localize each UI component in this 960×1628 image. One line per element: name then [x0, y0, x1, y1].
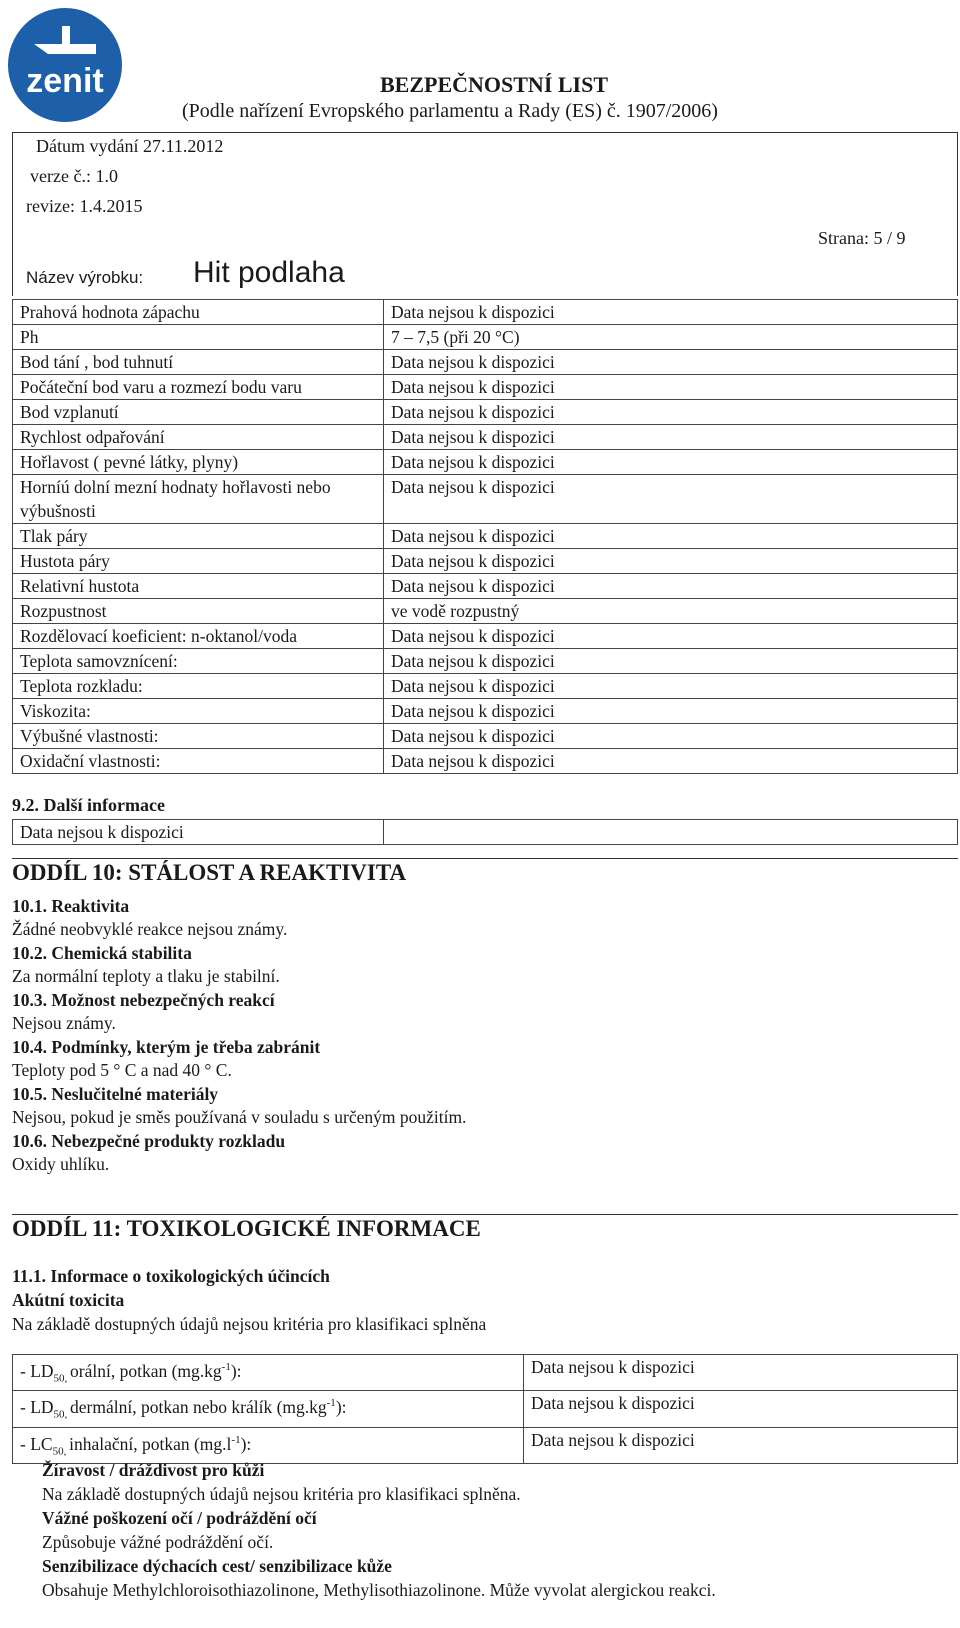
eye-text: Způsobuje vážné podráždění očí.: [42, 1532, 274, 1552]
toxicity-value: Data nejsou k dispozici: [524, 1427, 958, 1463]
toxicity-parameter-part: ):: [335, 1397, 347, 1418]
table-row: [13, 749, 958, 774]
toxicity-parameter: [13, 1355, 524, 1391]
sensitization-text: Obsahuje Methylchloroisothiazolinone, Methylisothiazolinone. Může vyvolat alergickou reakci.: [42, 1580, 716, 1600]
property-value: Data nejsou k dispozici: [384, 549, 958, 574]
property-value: Data nejsou k dispozici: [384, 375, 958, 400]
toxicity-parameter-part: 50,: [52, 1444, 70, 1457]
table-row: [13, 425, 958, 450]
toxicity-parameter-part: -1: [221, 1361, 231, 1373]
table-row: [13, 724, 958, 749]
property-value: Data nejsou k dispozici: [384, 400, 958, 425]
page-number: Strana: 5 / 9: [818, 228, 906, 248]
section-10-subheading: 10.3. Možnost nebezpečných reakcí: [12, 990, 275, 1010]
property-name: Rozdělovací koeficient: n-oktanol/voda: [13, 624, 384, 649]
property-name: Oxidační vlastnosti:: [13, 749, 384, 774]
property-value: Data nejsou k dispozici: [384, 350, 958, 375]
document-subtitle: (Podle nařízení Evropského parlamentu a Rady (ES) č. 1907/2006): [182, 100, 718, 122]
property-value: ve vodě rozpustný: [384, 599, 958, 624]
table-row: [13, 450, 958, 475]
document-title: BEZPEČNOSTNÍ LIST: [380, 72, 609, 97]
toxicity-table: [12, 1354, 958, 1464]
toxicity-parameter-part: dermální, potkan nebo králík (mg.kg: [70, 1397, 327, 1418]
section-11-1-heading: 11.1. Informace o toxikologických účincích: [12, 1266, 330, 1286]
property-name: Počáteční bod varu a rozmezí bodu varu: [13, 375, 384, 400]
product-name: Hit podlaha: [193, 256, 345, 289]
acute-toxicity-heading: Akútní toxicita: [12, 1290, 125, 1310]
table-row: [13, 624, 958, 649]
property-name: Prahová hodnota zápachu: [13, 300, 384, 325]
toxicity-parameter-part: ):: [240, 1433, 252, 1454]
section-10-title: ODDÍL 10: STÁLOST A REAKTIVITA: [12, 860, 407, 885]
table-row: [13, 699, 958, 724]
table-row: [13, 475, 958, 524]
property-name: Výbušné vlastnosti:: [13, 724, 384, 749]
toxicity-parameter: [13, 1391, 524, 1427]
section-10-text: Teploty pod 5 ° C a nad 40 ° C.: [12, 1060, 232, 1080]
table-row: [13, 375, 958, 400]
property-value: Data nejsou k dispozici: [384, 574, 958, 599]
property-name: Teplota samovznícení:: [13, 649, 384, 674]
table-row: [13, 1427, 958, 1463]
revision: revize: 1.4.2015: [26, 196, 143, 216]
section-10-subheading: 10.1. Reaktivita: [12, 896, 130, 916]
section-9-2-table: [12, 819, 958, 845]
section-10-text: Oxidy uhlíku.: [12, 1154, 110, 1174]
toxicity-parameter-part: 50,: [53, 1372, 71, 1385]
toxicity-parameter-part: orální, potkan (mg.kg: [70, 1360, 222, 1381]
section-10-subheading: 10.2. Chemická stabilita: [12, 943, 192, 963]
property-name: Relativní hustota: [13, 574, 384, 599]
toxicity-parameter-part: -1: [231, 1433, 241, 1446]
table-row: [13, 674, 958, 699]
property-value: Data nejsou k dispozici: [384, 724, 958, 749]
property-name: Hořlavost ( pevné látky, plyny): [13, 450, 384, 475]
section-10-text: Žádné neobvyklé reakce nejsou známy.: [12, 919, 288, 939]
skin-heading: Žíravost / dráždivost pro kůži: [42, 1460, 265, 1480]
toxicity-parameter-part: -1: [326, 1397, 336, 1410]
toxicity-parameter-part: - LD: [20, 1360, 54, 1381]
table-row: [13, 325, 958, 350]
property-value: Data nejsou k dispozici: [384, 624, 958, 649]
table-row: [13, 350, 958, 375]
section-10-rule: [12, 858, 958, 859]
table-row: [13, 820, 958, 845]
section-10-subheading: 10.5. Neslučitelné materiály: [12, 1084, 219, 1104]
section-9-2-heading: 9.2. Další informace: [12, 795, 165, 815]
toxicity-parameter-part: ):: [230, 1360, 242, 1381]
property-name: Bod tání , bod tuhnutí: [13, 350, 384, 375]
table-row: [13, 549, 958, 574]
table-row: [13, 1355, 958, 1391]
acute-toxicity-text: Na základě dostupných údajů nejsou kritéria pro klasifikaci splněna: [12, 1314, 487, 1334]
skin-text: Na základě dostupných údajů nejsou kritéria pro klasifikaci splněna.: [42, 1484, 521, 1504]
version: verze č.: 1.0: [30, 166, 118, 186]
table-row: [13, 599, 958, 624]
table-row: [13, 400, 958, 425]
property-value: Data nejsou k dispozici: [384, 450, 958, 475]
property-value: Data nejsou k dispozici: [384, 674, 958, 699]
section-10-text: Nejsou známy.: [12, 1013, 116, 1033]
toxicity-parameter-part: 50,: [53, 1408, 71, 1421]
property-value: Data nejsou k dispozici: [384, 699, 958, 724]
section-10-subheading: 10.4. Podmínky, kterým je třeba zabránit: [12, 1037, 321, 1057]
property-value: Data nejsou k dispozici: [384, 425, 958, 450]
table-row: [13, 574, 958, 599]
property-value: Data nejsou k dispozici: [384, 300, 958, 325]
sensitization-heading: Senzibilizace dýchacích cest/ senzibilizace kůže: [42, 1556, 392, 1576]
toxicity-value: Data nejsou k dispozici: [524, 1391, 958, 1427]
toxicity-parameter: [13, 1427, 524, 1463]
properties-table: [12, 299, 958, 774]
property-name: Horníú dolní mezní hodnaty hořlavosti nebo výbušnosti: [13, 475, 384, 524]
property-name: Tlak páry: [13, 524, 384, 549]
issue-date: Dátum vydání 27.11.2012: [36, 136, 224, 156]
section-9-2-empty: [384, 820, 958, 845]
property-value: Data nejsou k dispozici: [384, 475, 958, 524]
table-row: [13, 300, 958, 325]
property-value: Data nejsou k dispozici: [384, 749, 958, 774]
property-value: 7 – 7,5 (při 20 °C): [384, 325, 958, 350]
section-10-text: Nejsou, pokud je směs používaná v souladu s určeným použitím.: [12, 1107, 467, 1127]
section-10-text: Za normální teploty a tlaku je stabilní.: [12, 966, 280, 986]
property-name: Hustota páry: [13, 549, 384, 574]
toxicity-parameter-part: - LC: [20, 1433, 53, 1454]
table-row: [13, 649, 958, 674]
section-11-title: ODDÍL 11: TOXIKOLOGICKÉ INFORMACE: [12, 1216, 481, 1241]
property-value: Data nejsou k dispozici: [384, 524, 958, 549]
logo-text: zenit: [26, 62, 104, 100]
property-name: Rozpustnost: [13, 599, 384, 624]
toxicity-parameter-part: - LD: [20, 1397, 54, 1418]
property-name: Viskozita:: [13, 699, 384, 724]
section-11-rule: [12, 1214, 958, 1215]
eye-heading: Vážné poškození očí / podráždění očí: [42, 1508, 317, 1528]
property-name: Bod vzplanutí: [13, 400, 384, 425]
toxicity-value: Data nejsou k dispozici: [524, 1355, 958, 1391]
toxicity-parameter-part: inhalační, potkan (mg.l: [69, 1433, 232, 1454]
product-label: Název výrobku:: [26, 268, 144, 287]
table-row: [13, 1391, 958, 1427]
property-value: Data nejsou k dispozici: [384, 649, 958, 674]
section-9-2-value: Data nejsou k dispozici: [13, 820, 384, 845]
property-name: Ph: [13, 325, 384, 350]
property-name: Teplota rozkladu:: [13, 674, 384, 699]
zenit-logo: [4, 4, 126, 126]
table-row: [13, 524, 958, 549]
property-name: Rychlost odpařování: [13, 425, 384, 450]
section-10-subheading: 10.6. Nebezpečné produkty rozkladu: [12, 1131, 286, 1151]
